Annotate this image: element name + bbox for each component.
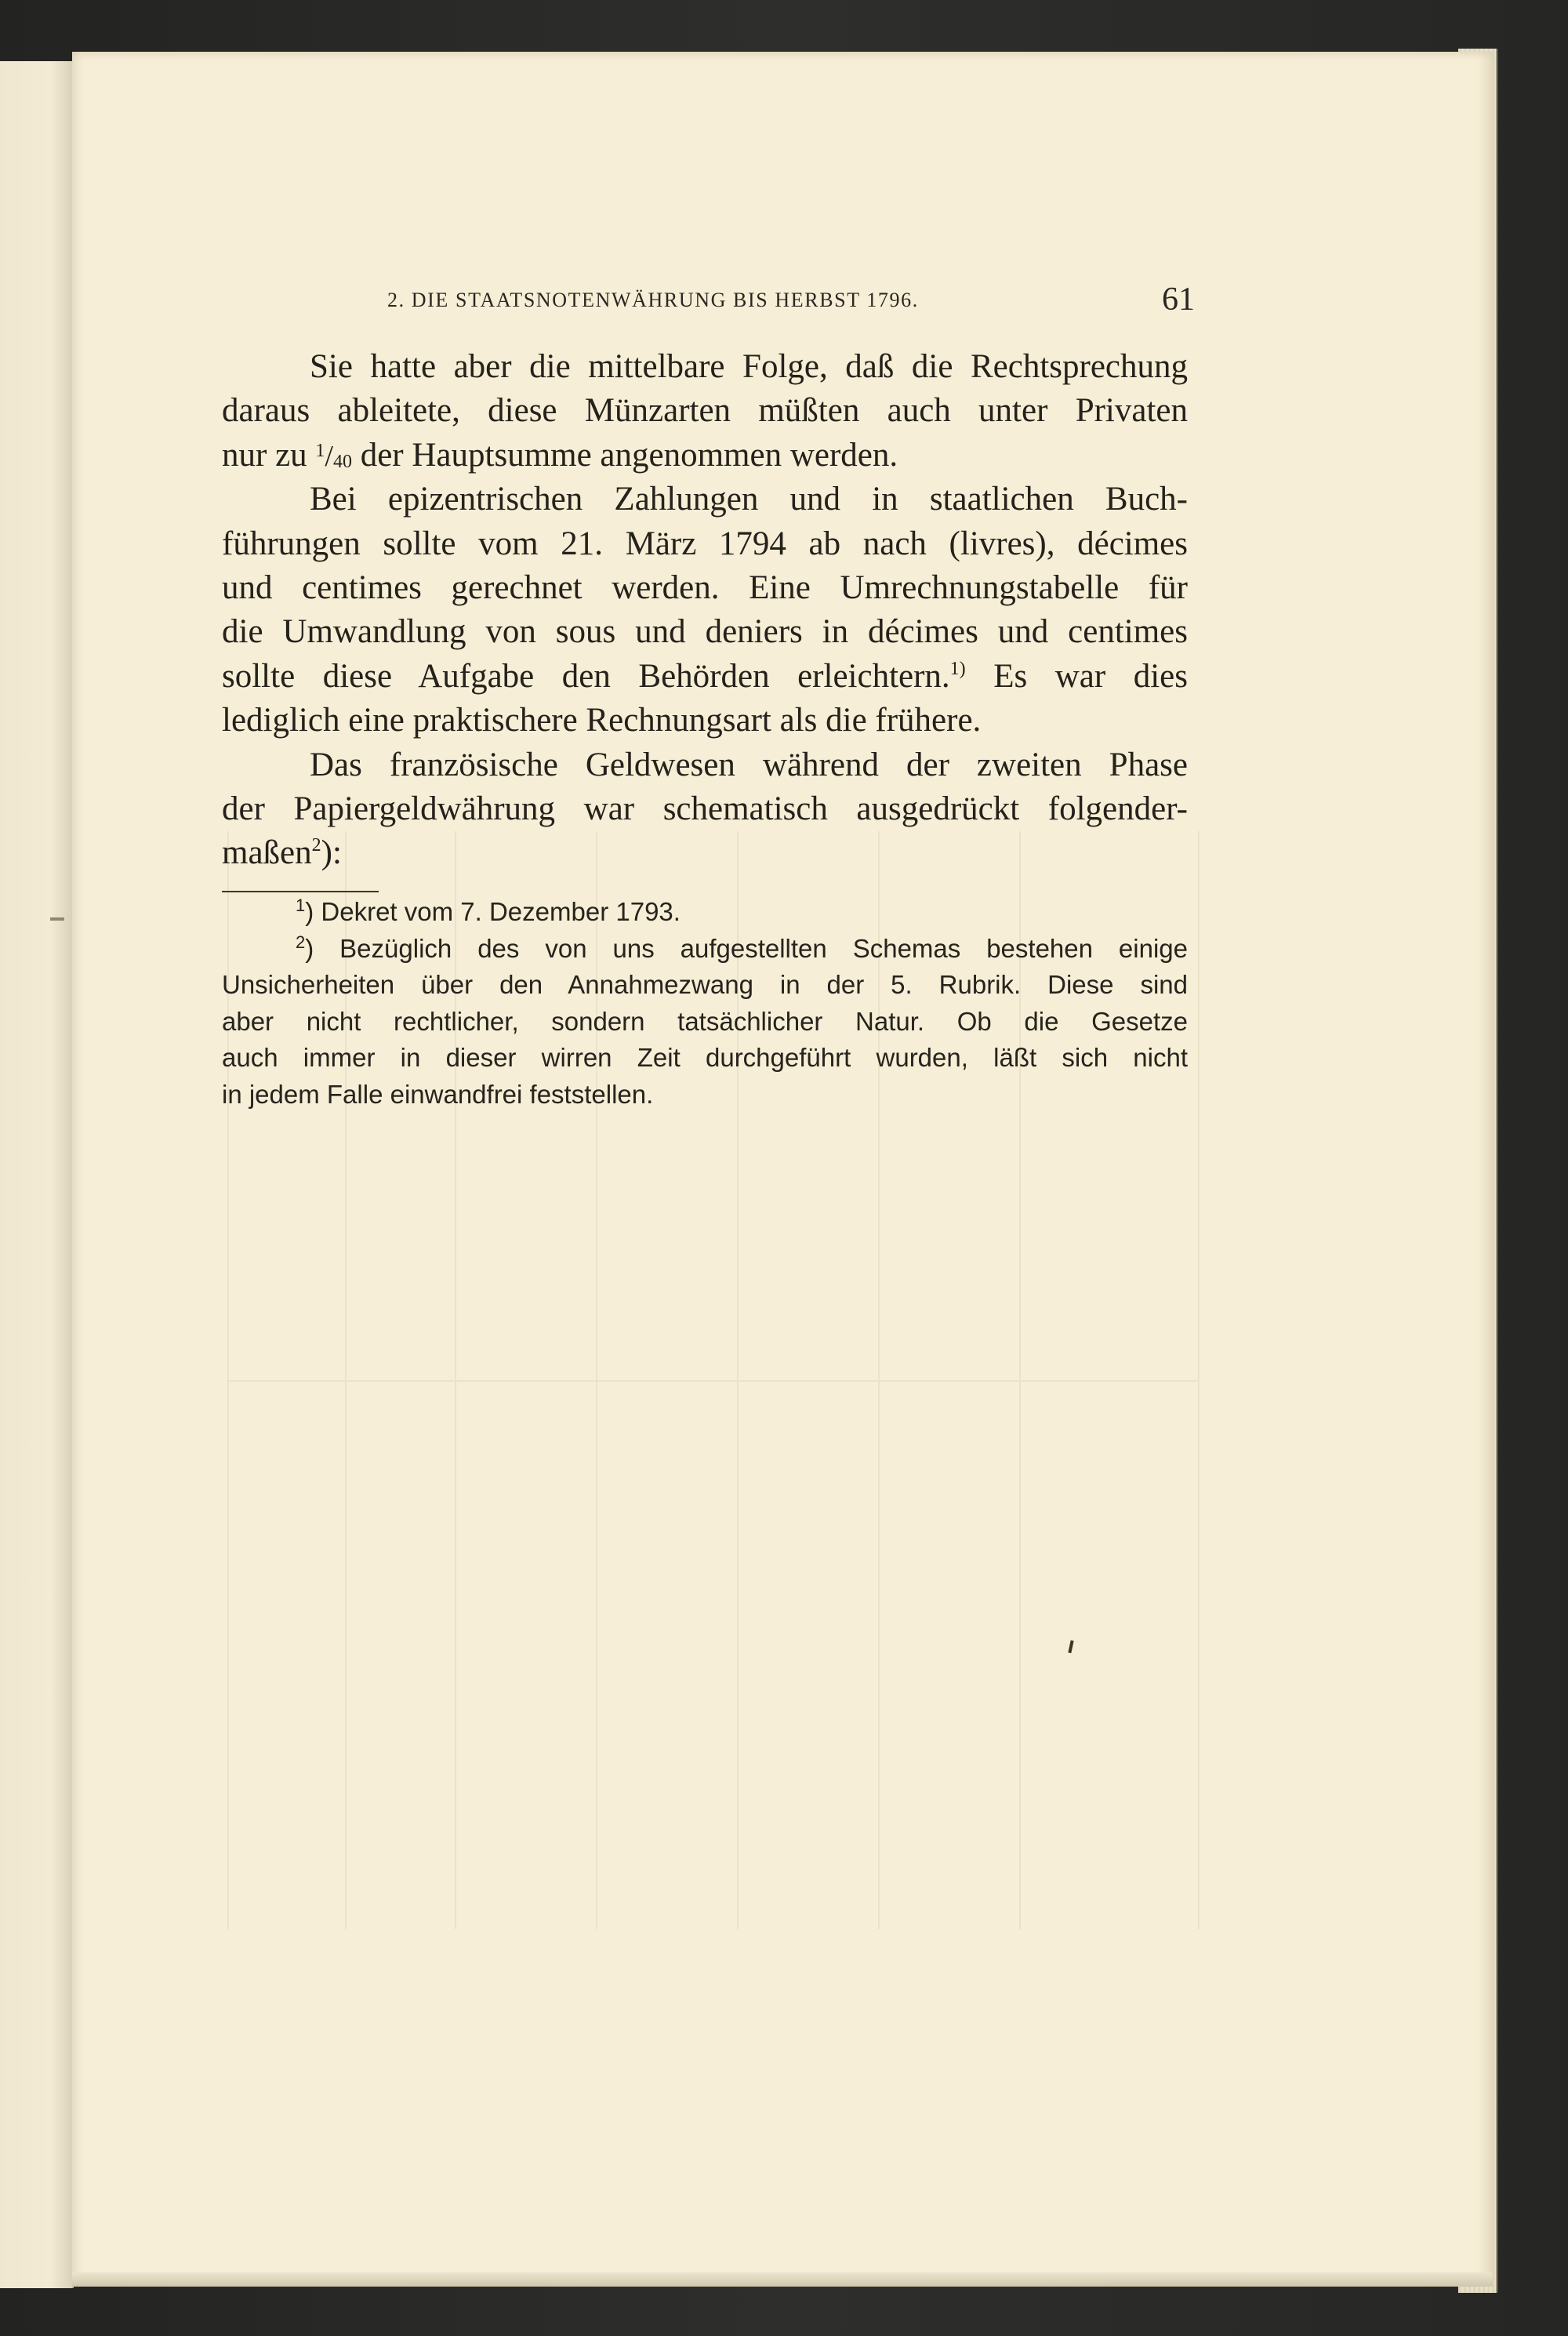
footnote-2	[222, 931, 1188, 968]
footnote-marker: 2	[296, 932, 306, 952]
fraction: $^1/_{40}$	[315, 439, 352, 473]
fraction-denominator: 40	[332, 451, 352, 472]
footnotes	[222, 894, 1188, 1113]
footnote-1	[222, 894, 1188, 931]
text-line	[222, 434, 1188, 478]
text-fragment: ):	[321, 834, 342, 872]
text-fragment: Es war dies	[993, 657, 1188, 695]
footnote-text: ) Dekret vom 7. Dezember 1793.	[305, 897, 681, 926]
text-line: daraus ableitete, diese Münzarten müßten auch unter Privaten	[222, 392, 1188, 430]
text-fragment: nur zu	[222, 436, 307, 474]
text-line: Sie hatte aber die mittelbare Folge, daß die Rechtsprechung	[310, 348, 1188, 385]
text-line: und centimes gerechnet werden. Eine Umrechnungstabelle für	[222, 569, 1188, 606]
text-line	[222, 655, 1188, 699]
running-head: 2. DIE STAATSNOTENWÄHRUNG BIS HERBST 1796.	[387, 289, 919, 311]
page-number: 61	[1162, 282, 1195, 318]
text-line: Das französische Geldwesen während der zweiten Phase	[310, 746, 1188, 783]
text-fragment: der Hauptsumme angenommen werden.	[360, 436, 898, 474]
footnote-ref: 2	[311, 835, 321, 856]
text-line	[222, 831, 1188, 875]
footnote-text: ) Bezüglich des von uns aufgestellten Schemas bestehen einige	[305, 933, 1188, 963]
footnote-line: auch immer in dieser wirren Zeit durchgeführt wurden, läßt sich nicht	[222, 1043, 1188, 1072]
footnote-line: aber nicht rechtlicher, sondern tatsächlicher Natur. Ob die Gesetze	[222, 1006, 1188, 1036]
text-line: der Papiergeldwährung war schematisch ausgedrückt folgender-	[222, 790, 1188, 827]
text-fragment: maßen	[222, 834, 312, 872]
facing-page-edge	[0, 61, 74, 2288]
fraction-numerator: 1	[315, 440, 325, 461]
footnote-line: in jedem Falle einwandfrei feststellen.	[222, 1079, 654, 1109]
text-line: lediglich eine praktischere Rechnungsart als die frühere.	[222, 702, 982, 739]
text-fragment: sollte diese Aufgabe den Behörden erleichtern.	[222, 657, 950, 695]
footnote-line: Unsicherheiten über den Annahmezwang in der 5. Rubrik. Diese sind	[222, 970, 1188, 999]
footnote-rule	[222, 891, 379, 892]
footnote-marker: 1	[296, 896, 306, 915]
page-header	[0, 282, 1568, 325]
body-text	[222, 345, 1188, 876]
footnote-ref: 1)	[949, 658, 966, 679]
page-bottom-edge	[72, 2272, 1493, 2287]
text-line: führungen sollte vom 21. März 1794 ab nach (livres), décimes	[222, 525, 1188, 562]
text-line: Bei epizentrischen Zahlungen und in staatlichen Buch-	[310, 481, 1188, 518]
binding-mark	[50, 917, 64, 921]
text-line: die Umwandlung von sous und deniers in décimes und centimes	[222, 613, 1188, 651]
